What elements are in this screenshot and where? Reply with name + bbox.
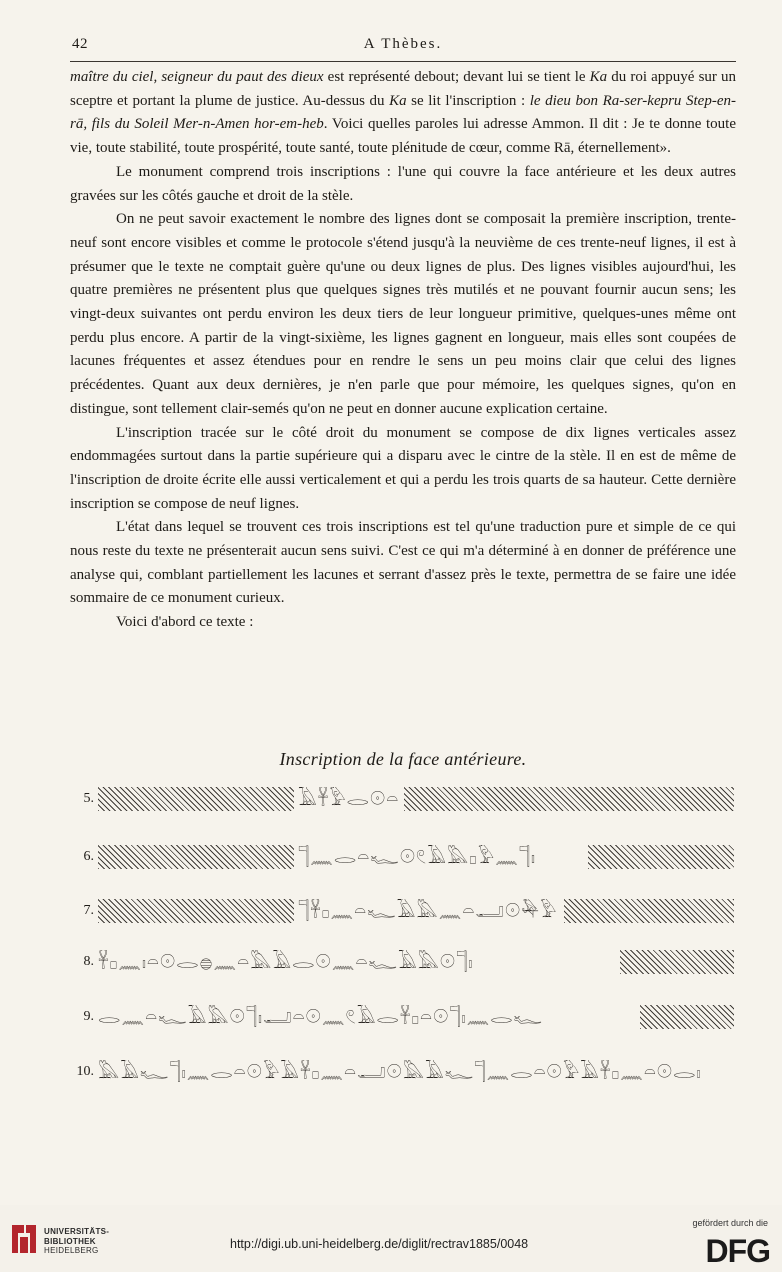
line-number: 6.: [83, 849, 94, 864]
library-name-line: UNIVERSITÄTS-: [44, 1227, 110, 1236]
hieroglyph-text: 𓂋𓈖𓏏𓆑𓄿𓅓𓇳𓊹𓏤𓂝𓏏𓇳𓈖𓏲𓄿𓂋𓋹𓊪𓏏𓇳𓊹𓏤𓈖𓂋𓆑: [98, 1006, 544, 1028]
lacuna-hatch: [640, 1005, 734, 1029]
hieroglyph-text: 𓊹𓈖𓂋𓏏𓆑𓇳𓏲𓄿𓅓𓊪𓅱𓈖𓊹𓏤: [298, 846, 537, 868]
line-number: 5.: [83, 791, 94, 806]
section-title: Inscription de la face antérieure.: [279, 749, 527, 769]
page-number: 42: [72, 36, 88, 52]
inscription-line-6: [68, 843, 736, 873]
lacuna-hatch: [98, 899, 294, 923]
lacuna-hatch: [620, 950, 734, 974]
hieroglyph-text: 𓋹𓊪𓈖𓏤𓏏𓇳𓂋𓐍𓈖𓏏𓅓𓄿𓂋𓇳𓈖𓏏𓆑𓄿𓅓𓇳𓊹𓏤: [98, 951, 474, 973]
running-title: A Thèbes.: [363, 36, 443, 52]
hieroglyph-text: 𓄿𓋹𓅱𓂋𓇳𓏏: [298, 788, 400, 810]
hieroglyph-text: 𓅓𓄿𓆑𓊹𓏤𓈖𓂋𓏏𓇳𓅱𓄿𓋹𓊪𓈖𓏏𓂝𓇳𓅓𓄿𓆑𓊹𓈖𓂋𓏏𓇳𓅱𓄿𓋹𓊪𓈖𓏏𓇳𓂋𓏤: [98, 1061, 702, 1083]
digitization-footer: [0, 1205, 782, 1272]
library-logo-icon: [10, 1221, 38, 1257]
line-number: 7.: [83, 903, 94, 918]
paragraph: L'inscription tracée sur le côté droit du monument se compose de dix lignes verticales assez endommagées surtout dans la partie supérieure qui a disparu avec le cintre de la stèle. Il en est de même de l'inscription de droite écrite elle aussi verticalement et qui a perdu les trois quarts de sa hauteur. Cette dernière inscription se compose de neuf lignes.: [70, 424, 736, 512]
funding-note: gefördert durch die: [692, 1218, 768, 1228]
line-number: 10.: [76, 1064, 94, 1079]
library-name: [44, 1227, 109, 1256]
paragraph: maître du ciel, seigneur du paut des dieux est représenté debout; devant lui se tient le Ka du roi appuyé sur un sceptre et portant la plume de justice. Au-dessus du Ka se lit l'inscription : le dieu bon Ra-ser-kepru Step-en-rā, fils du Soleil Mer-n-Amen hor-em-heb. Voici quelles paroles lui adresse Ammon. Il dit : Je te donne toute vie, toute stabilité, toute prospérité, toute santé, toute plénitude de cœur, comme Rā, éternellement».: [70, 69, 737, 157]
inscription-line-7: [68, 897, 736, 927]
source-url-link[interactable]: http://digi.ub.uni-heidelberg.de/diglit/rectrav1885/0048: [230, 1237, 529, 1251]
paragraph: Le monument comprend trois inscriptions : l'une qui couvre la face antérieure et les deux autres gravées sur les côtés gauche et droit de la stèle.: [70, 163, 736, 204]
lacuna-hatch: [98, 845, 294, 869]
inscription-line-8: [68, 948, 736, 978]
body-text: [70, 66, 736, 635]
library-name-line: HEIDELBERG: [44, 1246, 99, 1255]
hieroglyph-text: 𓊹𓋹𓊪𓈖𓏏𓆑𓄿𓅓𓈖𓏏𓂝𓇳𓅆𓅱: [298, 900, 558, 922]
inscription-line-5: [68, 785, 736, 815]
lacuna-hatch: [98, 787, 294, 811]
library-name-line: BIBLIOTHEK: [44, 1236, 96, 1246]
lacuna-hatch: [564, 899, 734, 923]
paragraph: L'état dans lequel se trouvent ces trois inscriptions est tel qu'une traduction pure et simple de ce qui nous reste du texte ne présenterait aucun sens suivi. C'est ce qui m'a déterminé à en donner de préférence une analyse qui, comblant partiellement les lacunes et serrant d'assez près le texte, permettra de se faire une idée sommaire de ce monument curieux.: [70, 519, 736, 607]
dfg-logo: DFG: [705, 1233, 770, 1269]
lacuna-hatch: [588, 845, 734, 869]
line-number: 9.: [83, 1009, 94, 1024]
inscription-line-9: [68, 1003, 736, 1033]
header-rule: [70, 61, 736, 62]
paragraph: Voici d'abord ce texte :: [116, 614, 254, 631]
lacuna-hatch: [404, 787, 734, 811]
inscription-line-10: [68, 1058, 736, 1088]
line-number: 8.: [83, 954, 94, 969]
paragraph: On ne peut savoir exactement le nombre des lignes dont se composait la première inscription, trente-neuf sont encore visibles et comme le protocole s'étend jusqu'à la neuvième de ces trente-neuf lignes, il est à présumer que le texte ne comptait guère qu'une ou deux lignes de plus. Des lignes visibles aujourd'hui, les quatre premières ne présentent plus que quelques signes très mutilés et ne pouvant fournir aucun sens; les vingt-deux suivantes ont perdu environ les deux tiers de leur longueur primitive, quelques-unes même ont perdu plus encore. A partir de la vingt-sixième, les lignes gagnent en longueur, mais elles sont coupées de lacunes fréquentes et assez étendues pour en rendre le sens un peu moins clair que celui des lignes précédentes. Quant aux deux dernières, je n'en parle que pour mémoire, les quelques signes, qu'on en distingue, sont tellement clair-semés qu'on ne peut en donner aucune explication certaine.: [70, 211, 736, 417]
